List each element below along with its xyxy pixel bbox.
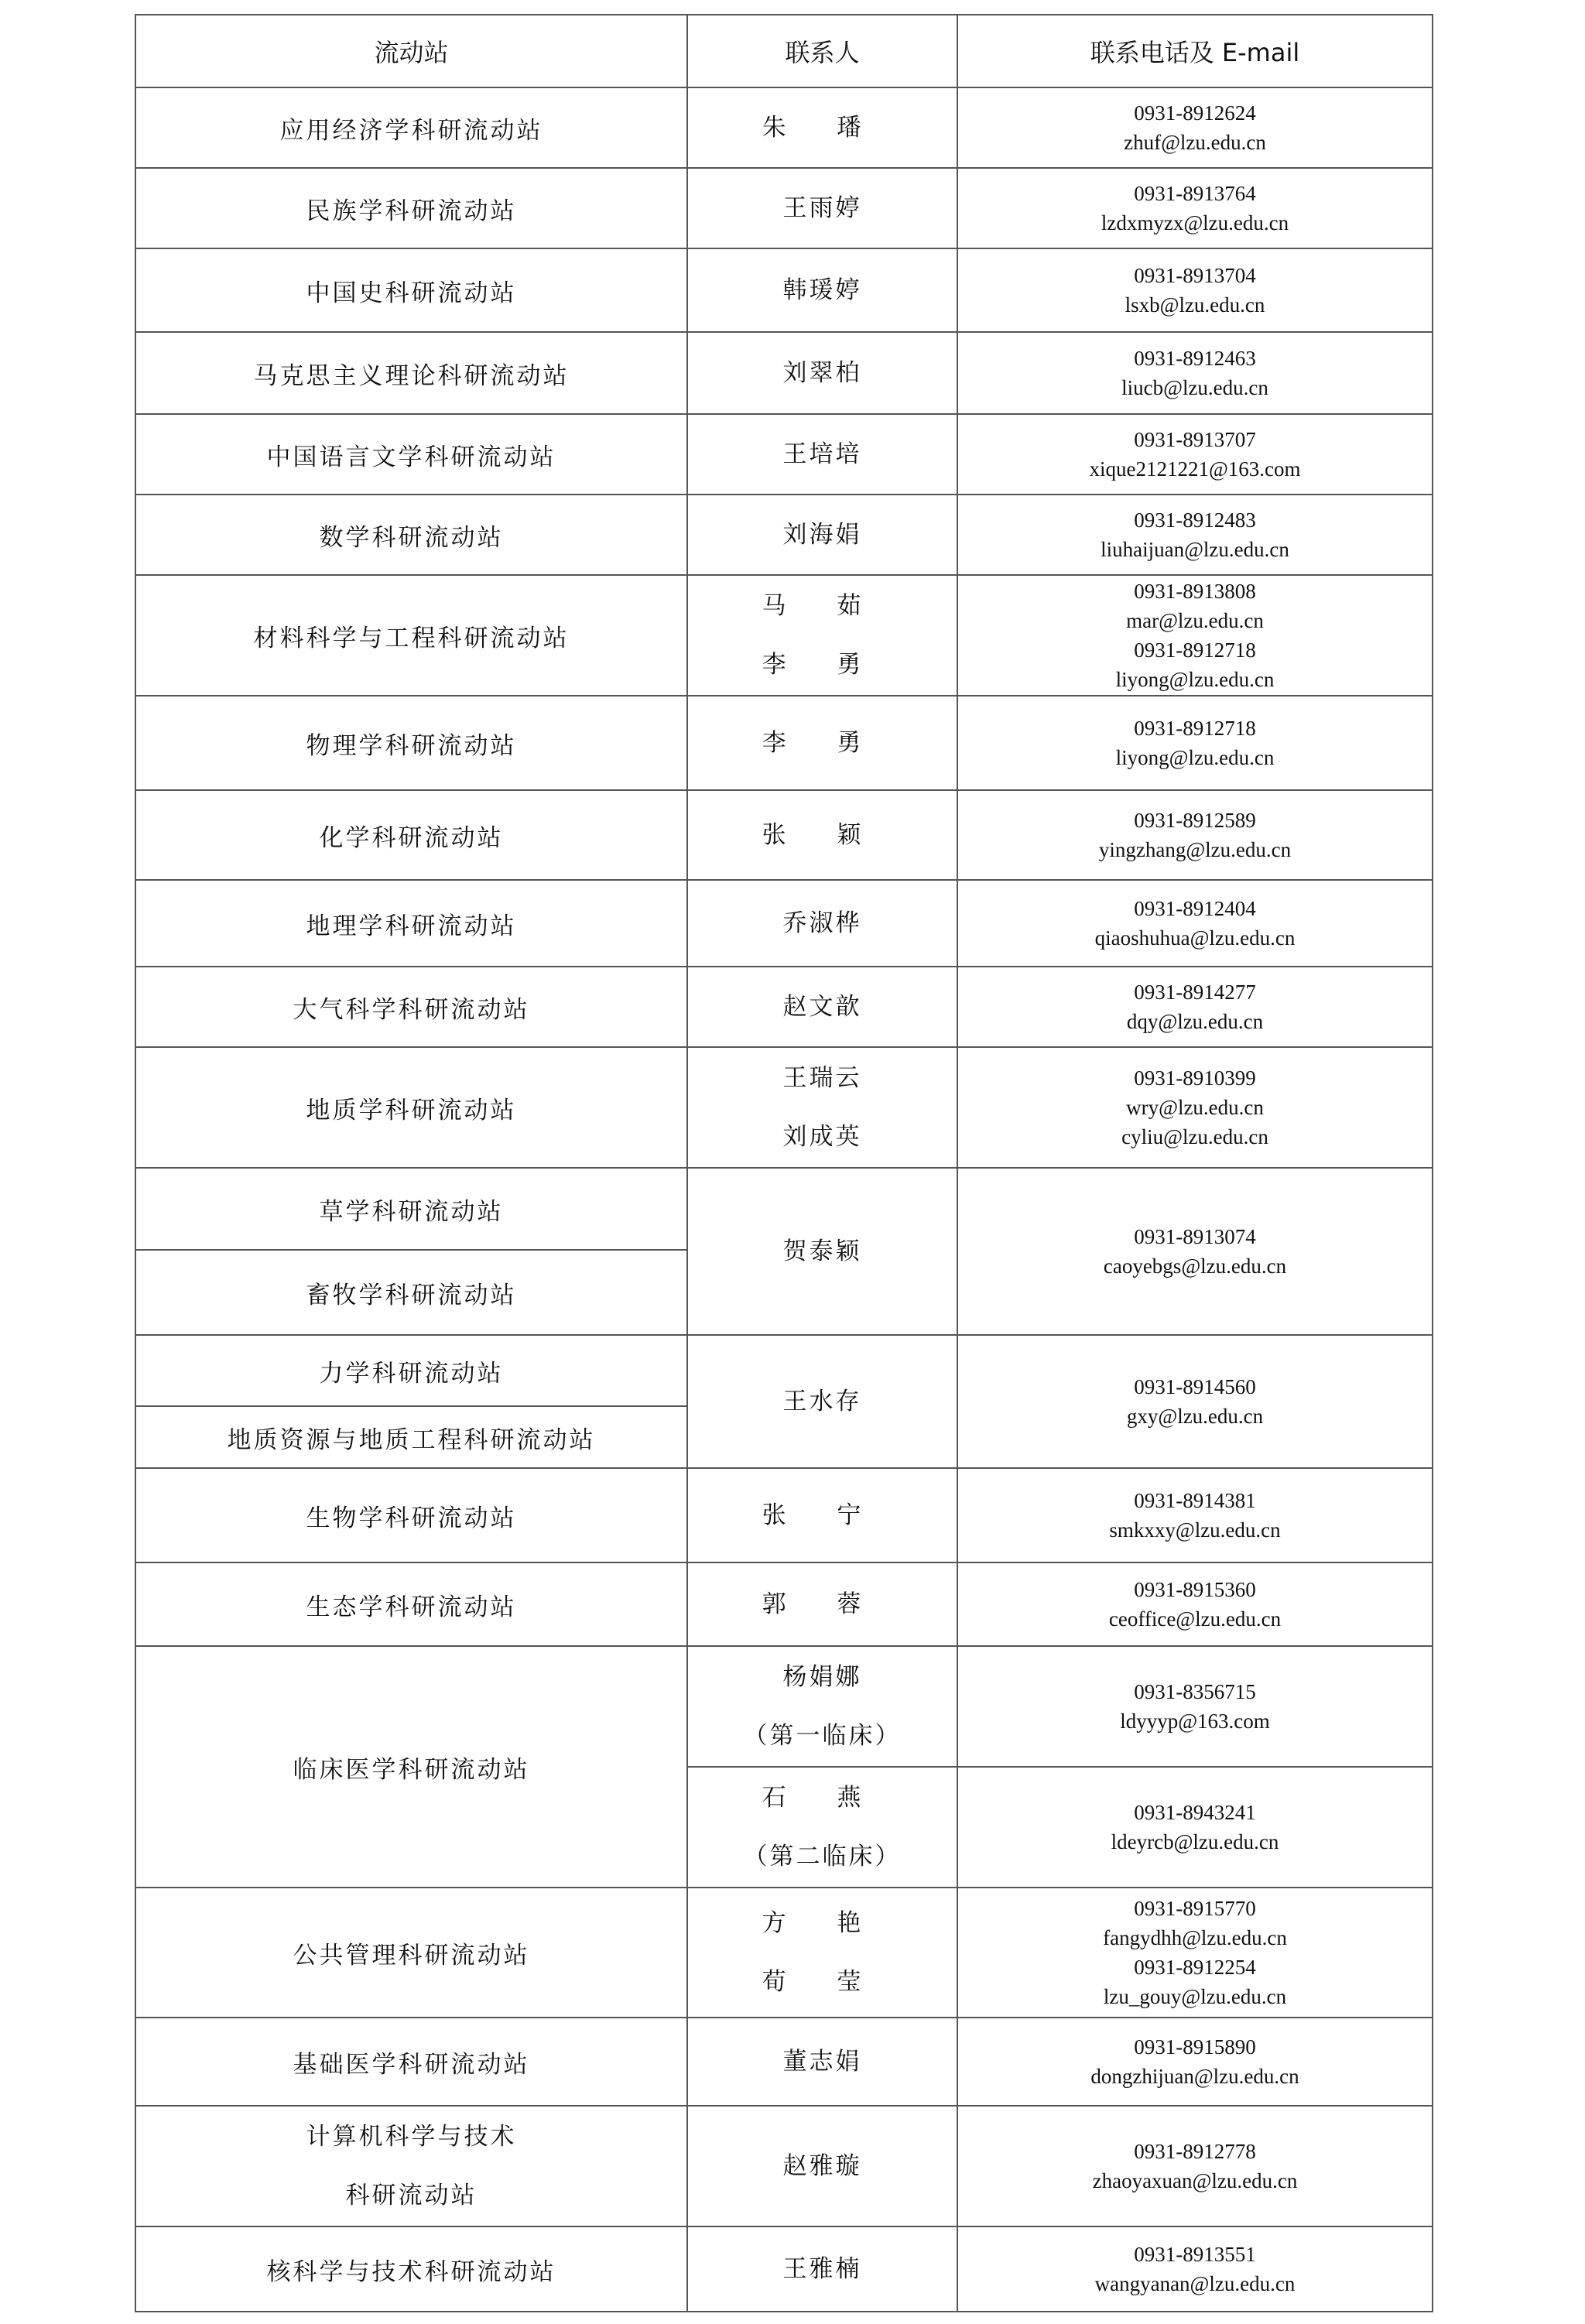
- phone-number: 0931-8356715: [1134, 1680, 1256, 1703]
- email-address: xique2121221@163.com: [1089, 457, 1301, 481]
- contact-name: 刘翠柏: [782, 359, 862, 387]
- contact-name: 刘成英: [782, 1123, 862, 1151]
- phone-number: 0931-8913707: [1134, 428, 1256, 451]
- phone-number: 0931-8912589: [1134, 809, 1256, 832]
- phone-number: 0931-8912718: [1134, 717, 1256, 740]
- contact-person: [687, 414, 957, 495]
- email-address: ldeyrcb@lzu.edu.cn: [1111, 1830, 1279, 1853]
- contact-info: [957, 168, 1433, 248]
- station-name: 民族学科研流动站: [135, 168, 687, 248]
- table-row: [135, 967, 1433, 1047]
- email-address: smkxxy@lzu.edu.cn: [1109, 1518, 1281, 1542]
- phone-number: 0931-8912404: [1134, 897, 1256, 920]
- table-row: [135, 696, 1433, 790]
- table-row: [135, 1888, 1433, 2018]
- station-name-line: 计算机科学与技术: [306, 2123, 517, 2151]
- email-address: yingzhang@lzu.edu.cn: [1098, 838, 1292, 861]
- contact-name: 王水存: [782, 1388, 862, 1415]
- contact-info: [957, 2018, 1433, 2106]
- contact-info: [957, 1888, 1433, 2018]
- station-name: 地理学科研流动站: [135, 880, 687, 967]
- contact-info: [957, 880, 1433, 967]
- table-row: [135, 2226, 1433, 2312]
- contact-name: 杨娟娜: [782, 1663, 862, 1691]
- contact-info: [957, 790, 1433, 880]
- contact-info: [957, 248, 1433, 332]
- contact-name: 刘海娟: [782, 521, 862, 549]
- contact-name: 王雨婷: [782, 194, 862, 222]
- station-name: 生态学科研流动站: [135, 1562, 687, 1646]
- contact-person: [687, 168, 957, 248]
- contact-table: [135, 14, 1433, 2312]
- station-name: 力学科研流动站: [135, 1335, 687, 1406]
- contact-name: 贺泰颖: [782, 1237, 862, 1265]
- email-address: lzdxmyzx@lzu.edu.cn: [1101, 211, 1289, 234]
- email-address: caoyebgs@lzu.edu.cn: [1103, 1254, 1287, 1278]
- email-address: liyong@lzu.edu.cn: [1115, 746, 1275, 769]
- phone-number: 0931-8914560: [1134, 1375, 1256, 1398]
- contact-info: [957, 1168, 1433, 1335]
- station-name: 地质资源与地质工程科研流动站: [135, 1406, 687, 1468]
- email-address: liuhaijuan@lzu.edu.cn: [1101, 538, 1289, 561]
- station-name: 公共管理科研流动站: [135, 1888, 687, 2018]
- table-row: [135, 2106, 1433, 2226]
- contact-name: 马 茹: [762, 592, 883, 620]
- email-address: dongzhijuan@lzu.edu.cn: [1090, 2065, 1299, 2088]
- phone-number: 0931-8910399: [1134, 1066, 1256, 1090]
- table-row: [135, 495, 1433, 575]
- email-address: ldyyyp@163.com: [1120, 1710, 1270, 1733]
- contact-person: [687, 967, 957, 1047]
- contact-name: 石 燕: [762, 1784, 883, 1812]
- contact-person: [687, 1767, 957, 1888]
- station-name: 数学科研流动站: [135, 495, 687, 575]
- header-info: 联系电话及 E-mail: [957, 15, 1433, 87]
- phone-number: 0931-8912483: [1134, 508, 1256, 532]
- contact-person: [687, 880, 957, 967]
- contact-name: 荀 莹: [762, 1968, 883, 1996]
- contact-person: [687, 1047, 957, 1168]
- contact-person: [687, 87, 957, 168]
- station-name: 草学科研流动站: [135, 1168, 687, 1250]
- contact-info: [957, 2226, 1433, 2312]
- contact-person: [687, 495, 957, 575]
- contact-name: 赵文歆: [782, 993, 862, 1021]
- phone-number: 0931-8943241: [1134, 1801, 1256, 1824]
- phone-number: 0931-8912463: [1134, 347, 1256, 370]
- table-row: [135, 87, 1433, 168]
- table-row: [135, 1468, 1433, 1562]
- station-name: 畜牧学科研流动站: [135, 1250, 687, 1335]
- email-address: dqy@lzu.edu.cn: [1126, 1010, 1264, 1033]
- phone-number: 0931-8914381: [1134, 1489, 1256, 1512]
- station-name: 核科学与技术科研流动站: [135, 2226, 687, 2312]
- table-row: [135, 790, 1433, 880]
- contact-person: [687, 575, 957, 696]
- contact-name: 方 艳: [762, 1909, 883, 1937]
- contact-name: 王培培: [782, 440, 862, 468]
- station-name: 中国语言文学科研流动站: [135, 414, 687, 495]
- station-name: 基础医学科研流动站: [135, 2018, 687, 2106]
- contact-name: 李 勇: [762, 651, 883, 679]
- table-row: [135, 1562, 1433, 1646]
- station-name: 生物学科研流动站: [135, 1468, 687, 1562]
- station-name-line: 科研流动站: [345, 2182, 478, 2209]
- contact-name: 董志娟: [782, 2048, 862, 2076]
- email-address: liucb@lzu.edu.cn: [1121, 376, 1268, 399]
- email-address: cyliu@lzu.edu.cn: [1121, 1125, 1268, 1148]
- station-name: [135, 2106, 687, 2226]
- contact-person: [687, 1646, 957, 1767]
- contact-person: [687, 248, 957, 332]
- contact-name: 韩瑗婷: [782, 276, 862, 304]
- station-name: 临床医学科研流动站: [135, 1646, 687, 1888]
- table-row: [135, 168, 1433, 248]
- contact-name: 王瑞云: [782, 1064, 862, 1092]
- station-name: 应用经济学科研流动站: [135, 87, 687, 168]
- station-name: 马克思主义理论科研流动站: [135, 332, 687, 414]
- contact-person: [687, 332, 957, 414]
- email-address: wry@lzu.edu.cn: [1126, 1096, 1264, 1119]
- email-address: liyong@lzu.edu.cn: [1115, 668, 1275, 691]
- contact-person: [687, 790, 957, 880]
- contact-name: 张 颖: [762, 821, 883, 849]
- contact-person: [687, 1468, 957, 1562]
- contact-person: [687, 2018, 957, 2106]
- table-row: [135, 1646, 1433, 1767]
- table-row: [135, 248, 1433, 332]
- header-contact: 联系人: [687, 15, 957, 87]
- contact-info: [957, 696, 1433, 790]
- contact-info: [957, 1767, 1433, 1888]
- contact-person: [687, 696, 957, 790]
- station-name: 大气科学科研流动站: [135, 967, 687, 1047]
- email-address: zhaoyaxuan@lzu.edu.cn: [1092, 2169, 1298, 2192]
- email-address: gxy@lzu.edu.cn: [1126, 1405, 1264, 1428]
- header-station: 流动站: [135, 15, 687, 87]
- phone-number: 0931-8912778: [1134, 2140, 1256, 2163]
- contact-note: （第一临床）: [743, 1722, 902, 1750]
- phone-number: 0931-8913704: [1134, 264, 1256, 287]
- email-address: lzu_gouy@lzu.edu.cn: [1103, 1985, 1287, 2008]
- table-row: [135, 880, 1433, 967]
- phone-number: 0931-8913551: [1134, 2243, 1256, 2266]
- contact-info: [957, 414, 1433, 495]
- contact-info: [957, 2106, 1433, 2226]
- phone-number: 0931-8912624: [1134, 101, 1256, 125]
- contact-info: [957, 1468, 1433, 1562]
- contact-name: 王雅楠: [782, 2255, 862, 2283]
- contact-person: [687, 1562, 957, 1646]
- station-name: 化学科研流动站: [135, 790, 687, 880]
- phone-number: 0931-8915890: [1134, 2035, 1256, 2059]
- station-name: 中国史科研流动站: [135, 248, 687, 332]
- contact-name: 乔淑桦: [782, 909, 862, 937]
- table-row: [135, 332, 1433, 414]
- contact-name: 朱 璠: [762, 114, 883, 142]
- phone-number: 0931-8913074: [1134, 1225, 1256, 1248]
- contact-info: [957, 1646, 1433, 1767]
- phone-number: 0931-8912718: [1134, 638, 1256, 662]
- table-row: [135, 1047, 1433, 1168]
- contact-name: 张 宁: [762, 1501, 883, 1529]
- email-address: mar@lzu.edu.cn: [1126, 609, 1264, 632]
- phone-number: 0931-8912254: [1134, 1956, 1256, 1979]
- table-row: [135, 575, 1433, 696]
- contact-info: [957, 967, 1433, 1047]
- contact-person: [687, 2106, 957, 2226]
- header-row: [135, 15, 1433, 87]
- contact-name: 郭 蓉: [762, 1590, 883, 1618]
- email-address: zhuf@lzu.edu.cn: [1124, 131, 1266, 154]
- contact-info: [957, 575, 1433, 696]
- table-row: [135, 1168, 1433, 1250]
- phone-number: 0931-8915770: [1134, 1897, 1256, 1920]
- email-address: lsxb@lzu.edu.cn: [1125, 293, 1265, 317]
- table-row: [135, 2018, 1433, 2106]
- table-row: [135, 1335, 1433, 1406]
- phone-number: 0931-8915360: [1134, 1578, 1256, 1601]
- contact-person: [687, 2226, 957, 2312]
- email-address: qiaoshuhua@lzu.edu.cn: [1094, 926, 1296, 950]
- contact-person: [687, 1888, 957, 2018]
- phone-number: 0931-8913764: [1134, 182, 1256, 205]
- email-address: ceoffice@lzu.edu.cn: [1108, 1607, 1282, 1631]
- station-name: 物理学科研流动站: [135, 696, 687, 790]
- table-row: [135, 414, 1433, 495]
- email-address: wangyanan@lzu.edu.cn: [1094, 2272, 1296, 2295]
- contact-name: 李 勇: [762, 729, 883, 757]
- contact-info: [957, 332, 1433, 414]
- email-address: fangydhh@lzu.edu.cn: [1103, 1926, 1287, 1949]
- phone-number: 0931-8913808: [1134, 580, 1256, 603]
- contact-info: [957, 495, 1433, 575]
- contact-person: [687, 1335, 957, 1468]
- contact-name: 赵雅璇: [782, 2152, 862, 2180]
- contact-info: [957, 1562, 1433, 1646]
- phone-number: 0931-8914277: [1134, 981, 1256, 1004]
- station-name: 材料科学与工程科研流动站: [135, 575, 687, 696]
- contact-info: [957, 1047, 1433, 1168]
- station-name: 地质学科研流动站: [135, 1047, 687, 1168]
- contact-info: [957, 87, 1433, 168]
- contact-info: [957, 1335, 1433, 1468]
- contact-person: [687, 1168, 957, 1335]
- contact-note: （第二临床）: [743, 1843, 902, 1870]
